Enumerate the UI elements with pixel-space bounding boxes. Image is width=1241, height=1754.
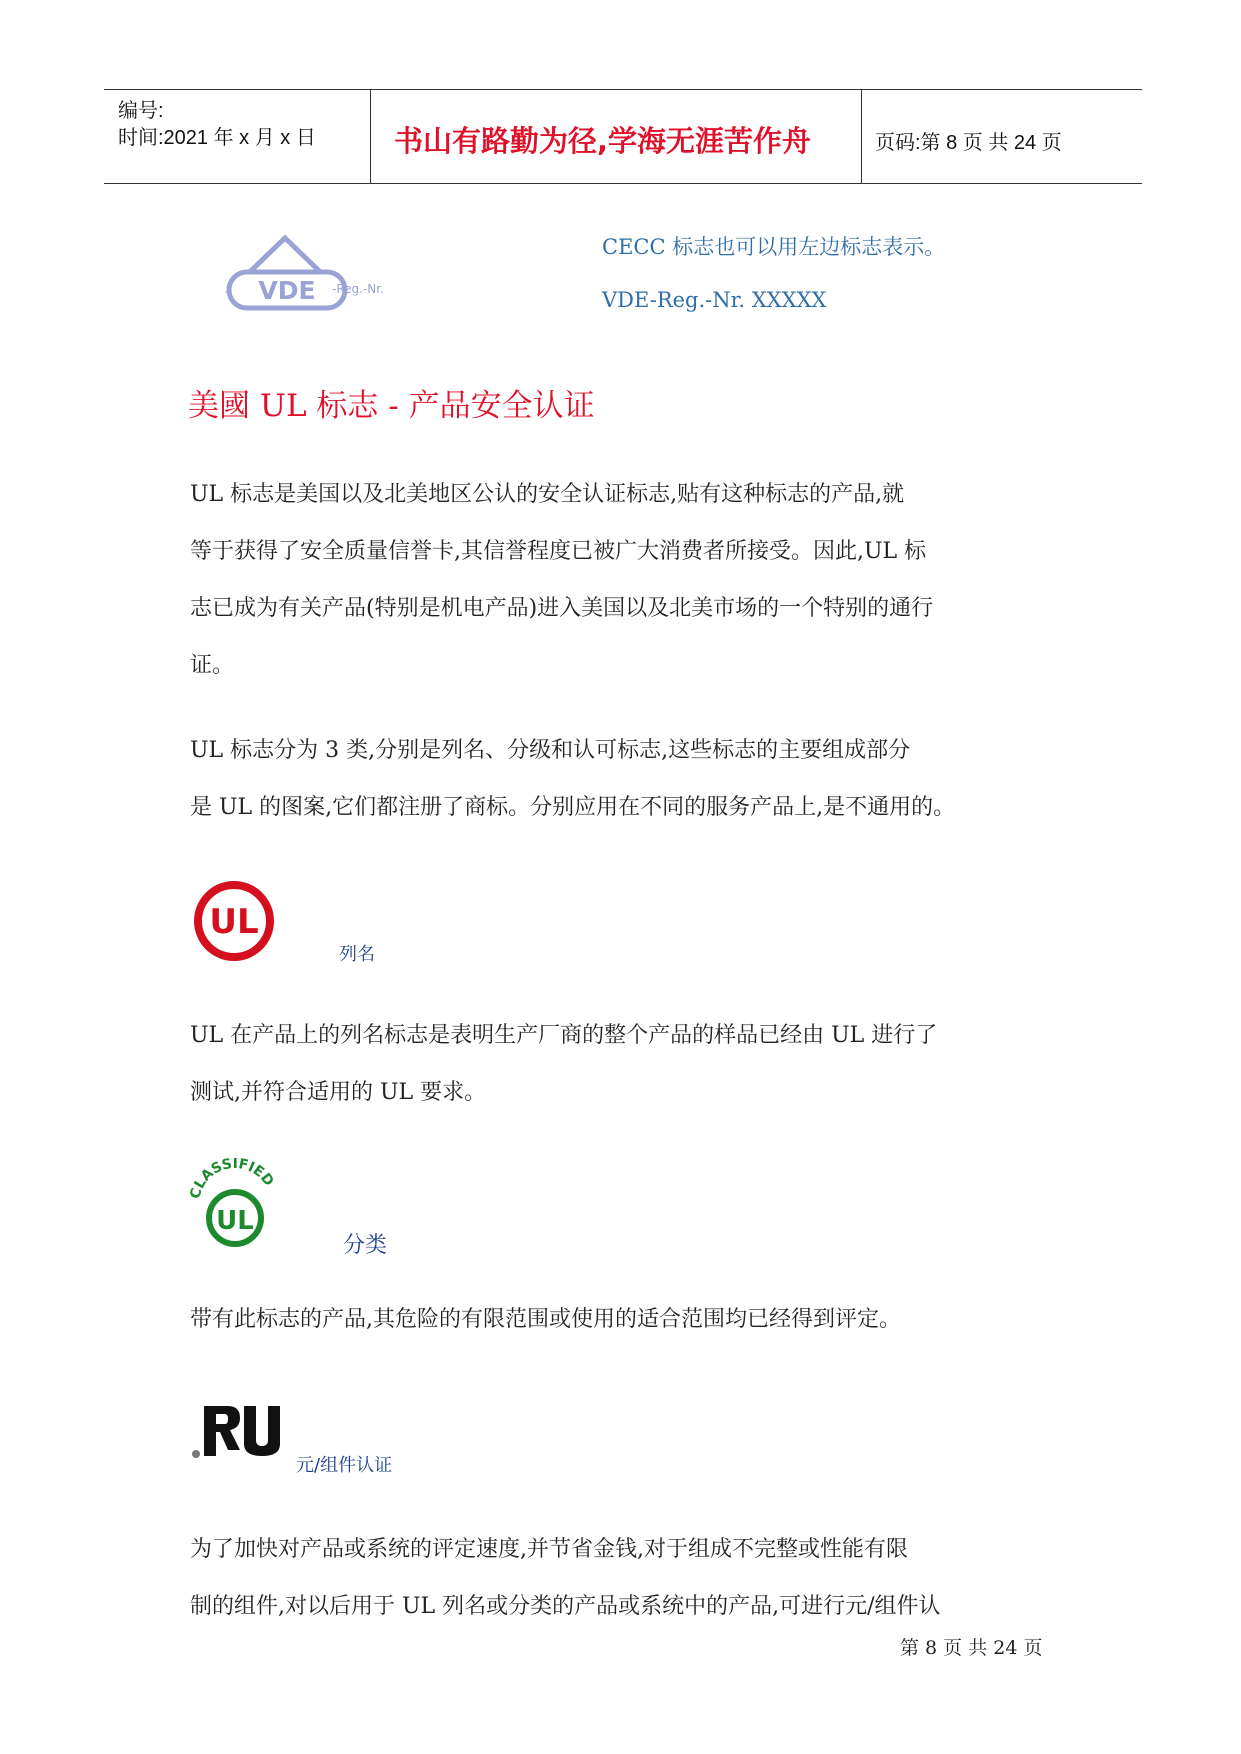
header-time-label: 时间:2021 年 x 月 x 日 [118, 127, 316, 149]
paragraph-line: 证。 [190, 653, 235, 678]
paragraph-line: 等于获得了安全质量信誉卡,其信誉程度已被广大消费者所接受。因此,UL 标 [190, 539, 927, 564]
paragraph-line: 志已成为有关产品(特别是机电产品)进入美国以及北美市场的一个特别的通行 [190, 596, 934, 621]
paragraph-ul-intro [190, 466, 1062, 694]
paragraph-line: 为了加快对产品或系统的评定速度,并节省金钱,对于组成不完整或性能有限 [190, 1537, 908, 1562]
ul-classified-arc-text: CLASSIFIED [187, 1158, 277, 1201]
vde-caption-line1: CECC 标志也可以用左边标志表示。 [602, 235, 946, 259]
ul-classified-logo [185, 1158, 285, 1250]
header-number-label: 编号: [118, 100, 164, 122]
paragraph-line: UL 标志分为 3 类,分别是列名、分级和认可标志,这些标志的主要组成部分 [190, 738, 911, 763]
paragraph-line: 测试,并符合适用的 UL 要求。 [190, 1080, 487, 1105]
ul-recognized-label: 元/组件认证 [296, 1455, 393, 1476]
vde-logo-suffix: -Reg.-Nr. [332, 282, 384, 296]
ul-recognized-logo [190, 1400, 290, 1462]
vde-logo-text: VDE [258, 276, 316, 305]
header-top-rule [104, 89, 1142, 90]
paragraph-listed-desc [190, 1007, 1062, 1121]
header-divider-2 [861, 90, 862, 184]
paragraph-ul-categories [190, 722, 1062, 836]
header-bottom-rule [104, 183, 1142, 184]
paragraph-classified-desc [190, 1291, 1062, 1348]
header-motto: 书山有路勤为径,学海无涯苦作舟 [394, 124, 812, 158]
paragraph-line: UL 标志是美国以及北美地区公认的安全认证标志,贴有这种标志的产品,就 [190, 482, 905, 507]
paragraph-line: UL 在产品上的列名标志是表明生产厂商的整个产品的样品已经由 UL 进行了 [190, 1023, 938, 1048]
header-page-label: 页码:第 8 页 共 24 页 [875, 132, 1062, 154]
paragraph-line: 带有此标志的产品,其危险的有限范围或使用的适合范围均已经得到评定。 [190, 1307, 901, 1332]
ul-classified-label: 分类 [343, 1233, 388, 1258]
vde-logo [225, 232, 405, 312]
header-divider-1 [370, 90, 371, 184]
vde-caption-line2: VDE-Reg.-Nr. XXXXX [602, 288, 827, 312]
section-title: 美國 UL 标志 - 产品安全认证 [188, 388, 595, 424]
ul-classified-text: UL [216, 1206, 254, 1236]
paragraph-recognized-desc [190, 1521, 1062, 1635]
page-footer: 第 8 页 共 24 页 [900, 1637, 1043, 1659]
ul-listed-logo [193, 880, 275, 962]
ul-listed-text: UL [209, 902, 259, 942]
ul-listed-label: 列名 [339, 944, 375, 965]
paragraph-line: 制的组件,对以后用于 UL 列名或分类的产品或系统中的产品,可进行元/组件认 [190, 1594, 941, 1619]
paragraph-line: 是 UL 的图案,它们都注册了商标。分别应用在不同的服务产品上,是不通用的。 [190, 795, 956, 820]
